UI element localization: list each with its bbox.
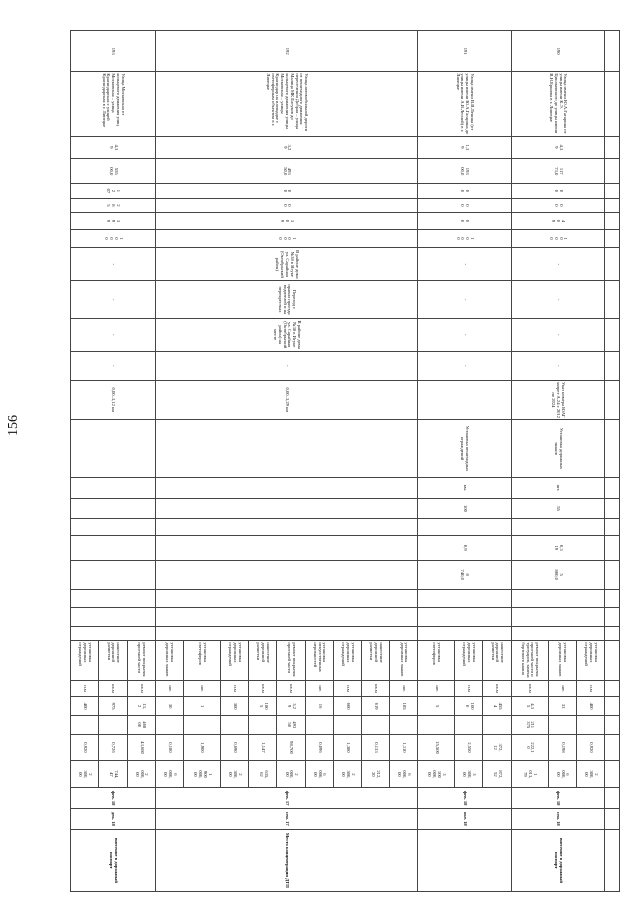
header-cell: [605, 184, 620, 198]
header-cell: [605, 519, 620, 536]
table-cell: 4 0 9: [511, 213, 604, 230]
start-date-cell: фев. 17: [155, 788, 417, 809]
unit-cell: п.м: [576, 680, 604, 697]
amount-cell: [483, 715, 511, 734]
work-cell: установка светофоров: [418, 641, 455, 680]
value-cell: 0,198: [548, 734, 576, 761]
total-cell: 2 300, 00: [220, 761, 248, 788]
street-name-cell: Улица автомобильной дороги от пешеходного движения пересечения Добрая – улица Малица МК Елгуков до кольцевого движения улицы Московская – улицы Краснодар на площадке с светофорным объектом в г. Липецке: [155, 72, 417, 136]
street-name-cell: Улица имени В.И.Ленина (от улицы имени Ю.А.Гагарина до улицы имени А.В.Лесной) в г. Липецке: [418, 72, 511, 136]
unit-cell: шт.: [418, 680, 455, 697]
work-cell: установка дорожных знаков: [390, 641, 418, 680]
table-cell: [511, 519, 604, 536]
quantity-cell: 100 0: [455, 697, 483, 716]
table-sheet: [70, 30, 620, 892]
table-cell: [418, 589, 511, 608]
unit-cell: п.м: [333, 680, 361, 697]
table-cell: -: [511, 351, 604, 380]
measure-cell: [155, 420, 417, 478]
table-cell: -: [155, 351, 417, 380]
amount-cell: [390, 715, 418, 734]
table-cell: 3 9 9: [71, 213, 156, 230]
total-cell: 6 000, 00: [548, 761, 576, 788]
amount-cell: [155, 715, 183, 734]
table-cell: -: [71, 351, 156, 380]
header-cell: [605, 761, 620, 788]
header-cell: [605, 31, 620, 72]
table-cell: 0,3 19: [511, 535, 604, 560]
row-number-cell: 192: [155, 31, 417, 72]
header-cell: [605, 560, 620, 589]
start-date-cell: фев. 18: [418, 788, 511, 809]
measure-cell: Установка пешеходных ограждений: [418, 420, 511, 478]
table-cell: 493 50,0: [155, 159, 417, 184]
table-cell: Указ номера ЮАГ запрет А.24 с 2012 по 2024: [511, 380, 604, 419]
unit-cell: кв.м: [99, 680, 127, 697]
header-cell: [605, 809, 620, 830]
table-cell: [155, 626, 417, 640]
value-cell: 43,680: [127, 734, 155, 761]
unit-cell: кв.м: [249, 680, 277, 697]
table-cell: 8 740,0: [418, 560, 511, 589]
table-cell: 55: [511, 498, 604, 519]
value-cell: 0,726: [99, 734, 127, 761]
amount-cell: [249, 715, 277, 734]
table-cell: -: [511, 318, 604, 351]
table-cell: 100: [418, 498, 511, 519]
header-cell: [605, 477, 620, 498]
unit-cell: шт.: [305, 680, 333, 697]
quantity-cell: 400: [71, 697, 99, 716]
amount-cell: 211 375: [511, 715, 548, 734]
table-cell: 0 0: [155, 198, 417, 212]
total-cell: 2 300, 00: [71, 761, 99, 788]
value-cell: 0,690: [220, 734, 248, 761]
amount-cell: [220, 715, 248, 734]
unit-cell: п.м: [455, 680, 483, 697]
table-cell: [71, 519, 156, 536]
work-cell: нанесение дорожной разметки: [361, 641, 389, 680]
table-cell: [71, 535, 156, 560]
table-row: [576, 31, 604, 892]
value-cell: 1,147: [249, 734, 277, 761]
header-cell: [605, 608, 620, 627]
work-cell: установка дорожных ограждений: [333, 641, 361, 680]
table-cell: 1 0 0 0: [418, 229, 511, 248]
amount-cell: [455, 715, 483, 734]
header-cell: [605, 715, 620, 734]
table-cell: 0 0: [155, 184, 417, 198]
quantity-cell: 1: [183, 697, 220, 716]
unit-cell: кв.м: [483, 680, 511, 697]
header-cell: [605, 351, 620, 380]
table-cell: [511, 589, 604, 608]
street-name-cell: Улица имени Ю.А.Гагарина от улицы имени К.Э. Циолковского до улицы имени В.Н.Ершова в г. Липецке: [511, 72, 604, 136]
header-cell: [605, 213, 620, 230]
value-cell: 0,920: [71, 734, 99, 761]
value-cell: 0,133: [361, 734, 389, 761]
table-cell: -: [71, 281, 156, 318]
table-cell: 0 0: [511, 198, 604, 212]
total-cell: 6 000, 00: [155, 761, 183, 788]
quantity-cell: 13, 2: [127, 697, 155, 716]
amount-cell: [361, 715, 389, 734]
work-cell: установка дорожных знаков: [548, 641, 576, 680]
work-cell: нанесение дорожной разметки: [99, 641, 127, 680]
table-cell: 5 800,0: [511, 560, 604, 589]
amount-cell: [183, 715, 220, 734]
table-cell: [155, 560, 417, 589]
table-cell: [71, 560, 156, 589]
total-cell: 635, 62: [249, 761, 277, 788]
total-cell: 2 000, 00: [127, 761, 155, 788]
end-date-cell: окт. 18: [418, 809, 511, 830]
table-cell: 1,3 9: [418, 136, 511, 159]
table-cell: [155, 477, 417, 498]
quantity-cell: 16: [305, 697, 333, 716]
table-cell: [418, 380, 511, 419]
table-cell: [71, 477, 156, 498]
quantity-cell: 180 5: [249, 697, 277, 716]
work-cell: ремонт покрытия проезжей части: [277, 641, 305, 680]
unit-cell: шт.: [155, 680, 183, 697]
header-row: [605, 31, 620, 892]
quantity-cell: 185: [390, 697, 418, 716]
table-cell: -: [418, 281, 511, 318]
quantity-cell: 455 4: [483, 697, 511, 716]
table-cell: В районе дома №38 в Игуке ул. Сарайная (Октябрьский район) на месте: [155, 318, 417, 351]
quantity-cell: 619: [361, 697, 389, 716]
table-cell: [155, 535, 417, 560]
table-cell: [155, 608, 417, 627]
table-cell: 4,3 9: [511, 136, 604, 159]
amount-cell: [333, 715, 361, 734]
row-number-cell: 191: [418, 31, 511, 72]
end-date-cell: дек. 18: [71, 809, 156, 830]
work-cell: установка дорожных ограждений: [576, 641, 604, 680]
table-cell: 0,9: [418, 535, 511, 560]
header-cell: [605, 248, 620, 281]
header-cell: [605, 281, 620, 318]
table-cell: 1 0 0 0: [71, 229, 156, 248]
unit-cell: п.м: [71, 680, 99, 697]
work-cell: нанесение дорожной разметки: [249, 641, 277, 680]
header-cell: [605, 498, 620, 519]
work-cell: нанесение дорожной разметки: [483, 641, 511, 680]
table-cell: 555 00,0: [71, 159, 156, 184]
value-cell: 2,550: [455, 734, 483, 761]
header-cell: [605, 589, 620, 608]
table-cell: [155, 589, 417, 608]
header-cell: [605, 318, 620, 351]
table-cell: 3 0 9: [155, 213, 417, 230]
value-cell: 0,180: [155, 734, 183, 761]
table-cell: -: [418, 318, 511, 351]
quantity-cell: 5: [418, 697, 455, 716]
total-cell: 6 000, 00: [390, 761, 418, 788]
table-cell: [511, 608, 604, 627]
start-date-cell: фев. 18: [511, 788, 604, 809]
value-cell: 1,380: [333, 734, 361, 761]
work-cell: установка дорожных ограждений: [455, 641, 483, 680]
header-cell: [605, 198, 620, 212]
total-cell: 212, 20: [361, 761, 389, 788]
note-cell: внесение в дорожный паспорт: [71, 829, 156, 891]
table-cell: [71, 589, 156, 608]
value-cell: 1,900: [183, 734, 220, 761]
table-cell: км.: [418, 477, 511, 498]
header-cell: [605, 680, 620, 697]
table-cell: -: [511, 248, 604, 281]
table-cell: -: [418, 248, 511, 281]
table-cell: 193 00,0: [418, 159, 511, 184]
table-cell: В районе дома №38 в Игуке ул. Сарайная (Октябрьский район): [155, 248, 417, 281]
amount-cell: [71, 715, 99, 734]
unit-cell: шт.: [390, 680, 418, 697]
work-cell: установка дорожных знаков: [155, 641, 183, 680]
quantity-cell: 4,3 5: [511, 697, 548, 716]
table-cell: -: [71, 318, 156, 351]
note-cell: [418, 829, 511, 891]
table-row: [127, 31, 155, 892]
total-cell: 744, 47: [99, 761, 127, 788]
quantity-cell: 3,2 9: [277, 697, 305, 716]
table-row: [483, 31, 511, 892]
header-cell: [605, 829, 620, 891]
total-cell: 3 100 000, 00: [418, 761, 455, 788]
quantity-cell: 600: [333, 697, 361, 716]
note-cell: Место концентрации ДТП: [155, 829, 417, 891]
unit-cell: шт.: [183, 680, 220, 697]
table-cell: 0 0: [511, 184, 604, 198]
table-cell: [418, 608, 511, 627]
work-cell: установка светофоров: [183, 641, 220, 680]
unit-cell: п.м: [220, 680, 248, 697]
table-cell: 0,00–3,12 км: [71, 380, 156, 419]
start-date-cell: фев. 18: [71, 788, 156, 809]
table-cell: 1 2 07: [71, 184, 156, 198]
unit-cell: шт.: [548, 680, 576, 697]
table-cell: 2 8 5: [71, 198, 156, 212]
table-cell: 1 0 0 0: [155, 229, 417, 248]
work-cell: установка дорожных ограждений: [220, 641, 248, 680]
amount-cell: [548, 715, 576, 734]
header-cell: [605, 788, 620, 809]
row-number-cell: 193: [71, 31, 156, 72]
table-cell: 0 0: [418, 184, 511, 198]
header-cell: [605, 535, 620, 560]
value-cell: 1,110: [390, 734, 418, 761]
table-cell: -: [418, 351, 511, 380]
row-number-cell: 190: [511, 31, 604, 72]
header-cell: [605, 641, 620, 680]
total-cell: 872, 52: [483, 761, 511, 788]
table-cell: Переход с правил проезда водителей и на перекрестках: [155, 281, 417, 318]
value-cell: 0,920: [576, 734, 604, 761]
work-cell: установка искусственных неровностей: [305, 641, 333, 680]
table-cell: [71, 608, 156, 627]
header-cell: [605, 72, 620, 136]
amount-cell: [305, 715, 333, 734]
unit-cell: кв.м: [127, 680, 155, 697]
work-cell: установка дорожных ограждений: [71, 641, 99, 680]
unit-cell: кв.м: [277, 680, 305, 697]
amount-cell: 468 00: [127, 715, 155, 734]
table-cell: шт.: [511, 477, 604, 498]
work-cell: ремонт покрытия проезжей части и тротуаров, замена бортового камня: [511, 641, 548, 680]
table-cell: [155, 498, 417, 519]
table-cell: 0 0: [418, 198, 511, 212]
header-cell: [605, 697, 620, 716]
table-cell: 0,00–3,29 км: [155, 380, 417, 419]
quantity-cell: 300: [220, 697, 248, 716]
table-cell: -: [511, 281, 604, 318]
total-cell: 2 300, 00: [333, 761, 361, 788]
table-cell: 3,2 9: [155, 136, 417, 159]
table-cell: -: [71, 248, 156, 281]
table-cell: [418, 519, 511, 536]
value-cell: 15,500: [418, 734, 455, 761]
value-cell: 0,096: [305, 734, 333, 761]
total-cell: 2 000, 00: [277, 761, 305, 788]
header-cell: [605, 380, 620, 419]
table-cell: 0 0: [418, 213, 511, 230]
page-number: 156: [6, 415, 21, 436]
quantity-cell: 33: [548, 697, 576, 716]
table-cell: [511, 626, 604, 640]
measure-cell: Установка дорожных знаков: [511, 420, 604, 478]
table-cell: 1 0 0 0: [511, 229, 604, 248]
amount-cell: [576, 715, 604, 734]
table-cell: [71, 498, 156, 519]
total-cell: 6 000, 00: [305, 761, 333, 788]
total-cell: 2 300, 00: [576, 761, 604, 788]
unit-cell: кв.м: [361, 680, 389, 697]
total-cell: 1 900 000, 00: [183, 761, 220, 788]
end-date-cell: сен. 18: [511, 809, 604, 830]
header-cell: [605, 734, 620, 761]
street-name-cell: Улица Московская от кольцевого движения улиц Московская – улица Краснодарская с улицей Краснодарская в г. Липецке: [71, 72, 156, 136]
header-cell: [605, 229, 620, 248]
table-row: [390, 31, 418, 892]
header-cell: [605, 420, 620, 478]
note-cell: внесение в дорожный паспорт: [511, 829, 604, 891]
value-cell: 98,700: [277, 734, 305, 761]
total-cell: 3 300, 00: [455, 761, 483, 788]
table-cell: [418, 626, 511, 640]
value-cell: 372, 12: [483, 734, 511, 761]
table-cell: [71, 626, 156, 640]
value-cell: 222,1 0: [511, 734, 548, 761]
quantity-cell: 975: [99, 697, 127, 716]
quantity-cell: 400: [576, 697, 604, 716]
table-cell: 4,3 9: [71, 136, 156, 159]
total-cell: 1 013, 79: [511, 761, 548, 788]
measure-cell: [71, 420, 156, 478]
header-cell: [605, 136, 620, 159]
header-cell: [605, 159, 620, 184]
end-date-cell: сен. 17: [155, 809, 417, 830]
header-cell: [605, 626, 620, 640]
work-cell: ремонт покрытия проезжей части: [127, 641, 155, 680]
data-table: [70, 30, 620, 892]
amount-cell: [99, 715, 127, 734]
unit-cell: кв.м: [511, 680, 548, 697]
amount-cell: 493 50: [277, 715, 305, 734]
quantity-cell: 30: [155, 697, 183, 716]
table-cell: 117 73,0: [511, 159, 604, 184]
table-body: [71, 31, 620, 892]
amount-cell: [418, 715, 455, 734]
table-cell: [155, 519, 417, 536]
